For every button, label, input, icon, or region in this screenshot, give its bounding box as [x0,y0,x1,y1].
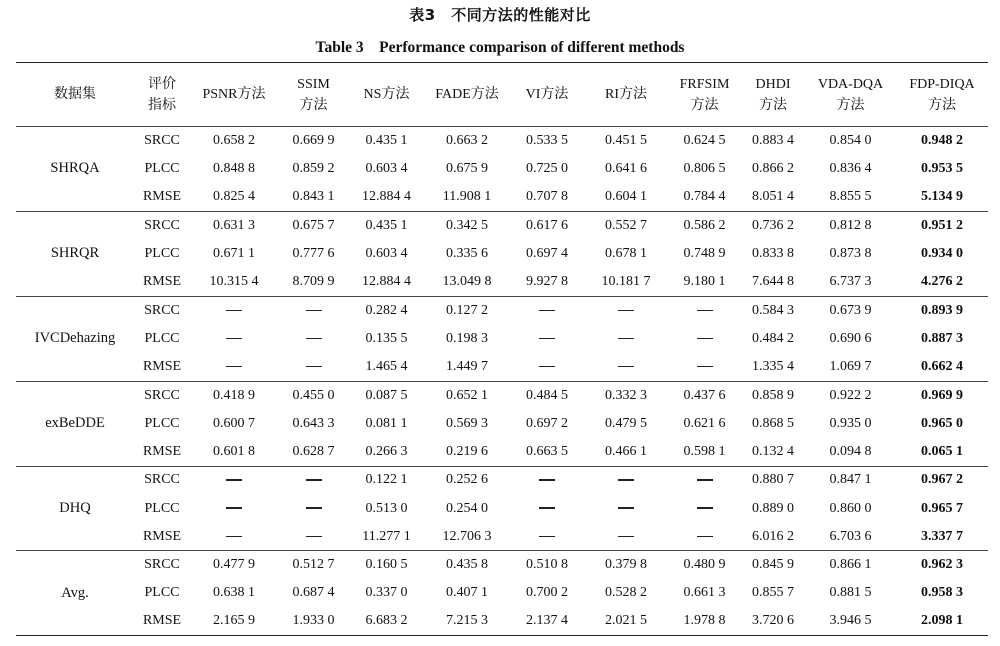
value-cell: 0.678 1 [605,245,647,261]
metric-name-cell: SRCC [134,211,190,239]
best-value-cell: 0.958 3 [921,585,963,601]
dataset-name-cell: SHRQR [16,211,134,296]
dash-mark [697,536,713,538]
value-cell: 0.127 2 [424,296,510,324]
value-cell: 0.675 9 [446,160,488,176]
value-cell: 0.641 6 [605,160,647,176]
value-cell: 0.935 0 [829,415,872,431]
value-cell: 0.880 7 [741,466,805,494]
dash-mark [306,536,322,538]
value-cell: 0.219 6 [446,443,488,459]
header-frfsim: FRFSIM 方法 [668,63,741,127]
dash-mark [539,479,555,481]
table-caption-english: Table 3 Performance comparison of different methods [315,39,685,56]
value-cell: 0.889 0 [752,500,794,516]
best-value-cell: 3.337 7 [921,528,963,544]
header-fade: FADE方法 [424,63,510,127]
value-cell: 0.833 8 [752,245,794,261]
best-value-cell: 0.893 9 [896,296,988,324]
dash-mark [697,366,713,368]
best-value-cell: 5.134 9 [921,188,963,204]
value-cell: 0.160 5 [349,551,424,579]
value-cell: 0.533 5 [526,132,568,148]
not-available-cell [510,325,584,353]
value-cell: 0.777 6 [292,245,335,261]
table-row [16,296,988,324]
value-cell: 0.697 2 [526,415,568,431]
value-cell: 0.603 4 [365,245,408,261]
dash-mark [306,507,322,509]
value-cell: 0.087 5 [349,381,424,409]
value-cell: 0.866 2 [752,160,794,176]
not-available-cell [278,353,349,381]
value-cell: 0.628 7 [292,443,335,459]
value-cell: 0.342 5 [424,211,510,239]
not-available-cell [510,466,584,494]
best-value-cell: 0.953 5 [921,160,963,176]
value-cell: 0.687 4 [292,585,335,601]
table-row [16,325,988,353]
dash-mark [226,310,242,312]
value-cell: 0.601 8 [213,443,255,459]
header-psnr: PSNR方法 [190,63,278,127]
header-dataset: 数据集 [16,63,134,127]
not-available-cell [190,296,278,324]
value-cell: 0.418 9 [190,381,278,409]
value-cell: 0.617 6 [510,211,584,239]
value-cell: 7.644 8 [752,273,794,289]
not-available-cell [278,494,349,522]
best-value-cell: 0.969 9 [896,381,988,409]
value-cell: 0.621 6 [683,415,726,431]
dash-mark [226,507,242,509]
value-cell: 12.884 4 [362,188,411,204]
not-available-cell [190,523,278,551]
not-available-cell [584,494,668,522]
value-cell: 0.922 2 [805,381,896,409]
table-row [16,353,988,381]
value-cell: 11.908 1 [442,188,492,204]
metric-name-cell: RMSE [142,528,182,544]
metric-name-cell: SRCC [134,551,190,579]
not-available-cell [190,325,278,353]
dash-mark [697,507,713,509]
not-available-cell [668,296,741,324]
metric-name-cell: RMSE [142,188,182,204]
not-available-cell [668,325,741,353]
table-row [16,494,988,522]
dash-mark [306,338,322,340]
value-cell: 0.598 1 [683,443,726,459]
table-row [16,211,988,239]
table-row [16,155,988,183]
not-available-cell [278,523,349,551]
table-body [16,127,988,636]
dataset-name-cell: SHRQA [50,160,100,177]
dash-mark [226,338,242,340]
not-available-cell [584,523,668,551]
value-cell: 0.466 1 [605,443,647,459]
value-cell: 0.584 3 [741,296,805,324]
value-cell: 0.673 9 [805,296,896,324]
dash-mark [539,366,555,368]
table-row [16,466,988,494]
value-cell: 0.836 4 [829,160,872,176]
table-row [16,551,988,579]
metric-name-cell: PLCC [144,245,180,261]
best-value-cell: 0.934 0 [921,245,963,261]
value-cell: 0.812 8 [805,211,896,239]
table-row [16,523,988,551]
value-cell: 0.843 1 [292,188,335,204]
value-cell: 0.337 0 [365,585,408,601]
value-cell: 0.825 4 [213,188,255,204]
value-cell: 0.806 5 [683,160,726,176]
metric-name-cell: RMSE [142,443,182,459]
best-value-cell: 2.098 1 [921,613,963,629]
performance-table-container [16,62,988,636]
best-value-cell: 0.948 2 [921,132,963,148]
dash-mark [306,366,322,368]
not-available-cell [584,466,668,494]
value-cell: 0.379 8 [584,551,668,579]
value-cell: 3.720 6 [752,613,794,629]
value-cell: 0.435 1 [365,132,408,148]
value-cell: 0.282 4 [349,296,424,324]
header-fdp-diqa: FDP-DIQA 方法 [896,63,988,127]
value-cell: 0.700 2 [526,585,568,601]
not-available-cell [278,466,349,494]
value-cell: 0.858 9 [741,381,805,409]
not-available-cell [584,353,668,381]
value-cell: 0.552 7 [584,211,668,239]
dash-mark [697,479,713,481]
not-available-cell [584,296,668,324]
value-cell: 0.638 1 [213,585,255,601]
value-cell: 0.675 7 [278,211,349,239]
value-cell: 0.335 6 [446,245,488,261]
table-row [16,183,988,211]
metric-name-cell: PLCC [144,415,180,431]
value-cell: 0.624 5 [683,132,726,148]
best-value-cell: 0.965 0 [921,415,963,431]
value-cell: 0.435 8 [424,551,510,579]
value-cell: 0.748 9 [683,245,726,261]
dash-mark [306,479,322,481]
table-row [16,438,988,466]
not-available-cell [278,325,349,353]
value-cell: 0.671 1 [213,245,255,261]
header-ns: NS方法 [349,63,424,127]
value-cell: 0.868 5 [752,415,794,431]
value-cell: 0.510 8 [510,551,584,579]
value-cell: 0.407 1 [446,585,488,601]
value-cell: 0.848 8 [213,160,255,176]
value-cell: 0.658 2 [213,132,255,148]
table-row [16,268,988,296]
metric-name-cell: SRCC [134,381,190,409]
table-row [16,381,988,409]
dash-mark [539,310,555,312]
best-value-cell: 0.662 4 [921,358,963,374]
not-available-cell [190,494,278,522]
best-value-cell: 0.965 7 [921,500,963,516]
value-cell: 0.883 4 [752,132,794,148]
value-cell: 1.335 4 [752,358,794,374]
dash-mark [539,338,555,340]
value-cell: 0.697 4 [526,245,568,261]
value-cell: 0.854 0 [829,132,872,148]
metric-name-cell: SRCC [134,466,190,494]
value-cell: 8.855 5 [829,188,872,204]
not-available-cell [510,523,584,551]
best-value-cell: 0.951 2 [896,211,988,239]
best-value-cell: 0.065 1 [921,443,963,459]
dash-mark [697,310,713,312]
value-cell: 0.600 7 [213,415,255,431]
value-cell: 12.706 3 [442,528,492,544]
value-cell: 0.569 3 [446,415,488,431]
metric-name-cell: PLCC [144,585,180,601]
value-cell: 0.603 4 [365,160,408,176]
value-cell: 0.135 5 [365,330,408,346]
value-cell: 0.784 4 [683,188,726,204]
value-cell: 7.215 3 [446,613,488,629]
best-value-cell: 4.276 2 [921,273,963,289]
value-cell: 8.051 4 [752,188,794,204]
value-cell: 0.480 9 [668,551,741,579]
value-cell: 0.736 2 [741,211,805,239]
best-value-cell: 0.887 3 [921,330,963,346]
value-cell: 0.479 5 [605,415,647,431]
value-cell: 0.663 5 [526,443,568,459]
table-header-row [16,63,988,127]
metric-name-cell: RMSE [142,273,182,289]
value-cell: 0.847 1 [805,466,896,494]
header-metric: 评价 指标 [134,63,190,127]
header-ssim: SSIM 方法 [278,63,349,127]
value-cell: 0.484 5 [510,381,584,409]
value-cell: 6.683 2 [365,613,408,629]
value-cell: 0.586 2 [668,211,741,239]
value-cell: 12.884 4 [362,273,411,289]
table-row [16,127,988,155]
value-cell: 0.435 1 [349,211,424,239]
header-ri: RI方法 [584,63,668,127]
value-cell: 0.252 6 [424,466,510,494]
header-vi: VI方法 [510,63,584,127]
value-cell: 0.881 5 [829,585,872,601]
dataset-name-cell: DHQ [16,466,134,551]
dash-mark [226,536,242,538]
value-cell: 8.709 9 [292,273,335,289]
table-row [16,608,988,636]
value-cell: 1.465 4 [365,358,408,374]
value-cell: 0.484 2 [752,330,794,346]
value-cell: 1.069 7 [829,358,872,374]
value-cell: 0.873 8 [829,245,872,261]
not-available-cell [278,296,349,324]
not-available-cell [190,466,278,494]
header-dhdi: DHDI 方法 [741,63,805,127]
value-cell: 3.946 5 [829,613,872,629]
not-available-cell [668,494,741,522]
not-available-cell [510,494,584,522]
value-cell: 0.860 0 [829,500,872,516]
metric-name-cell: PLCC [144,160,180,176]
value-cell: 0.198 3 [446,330,488,346]
not-available-cell [584,325,668,353]
metric-name-cell: SRCC [144,132,180,148]
dash-mark [618,479,634,481]
value-cell: 2.137 4 [526,613,568,629]
not-available-cell [510,353,584,381]
value-cell: 0.477 9 [190,551,278,579]
value-cell: 0.707 8 [526,188,568,204]
dash-mark [539,507,555,509]
metric-name-cell: SRCC [134,296,190,324]
value-cell: 0.663 2 [446,132,488,148]
value-cell: 0.859 2 [292,160,335,176]
value-cell: 0.669 9 [292,132,335,148]
not-available-cell [668,353,741,381]
value-cell: 2.021 5 [605,613,647,629]
table-row [16,240,988,268]
not-available-cell [668,523,741,551]
value-cell: 0.437 6 [668,381,741,409]
metric-name-cell: RMSE [142,613,182,629]
value-cell: 0.604 1 [605,188,647,204]
value-cell: 6.703 6 [829,528,872,544]
metric-name-cell: PLCC [144,500,180,516]
header-vda-dqa: VDA-DQA 方法 [805,63,896,127]
value-cell: 0.528 2 [605,585,647,601]
metric-name-cell: PLCC [144,330,180,346]
dataset-name-cell: exBeDDE [16,381,134,466]
value-cell: 0.081 1 [365,415,408,431]
value-cell: 0.690 6 [829,330,872,346]
value-cell: 0.643 3 [292,415,335,431]
value-cell: 0.266 3 [365,443,408,459]
value-cell: 0.631 3 [190,211,278,239]
value-cell: 0.094 8 [829,443,872,459]
table-row [16,579,988,607]
value-cell: 0.845 9 [741,551,805,579]
value-cell: 0.132 4 [752,443,794,459]
best-value-cell: 0.967 2 [896,466,988,494]
value-cell: 1.449 7 [446,358,488,374]
dash-mark [697,338,713,340]
value-cell: 0.254 0 [446,500,488,516]
value-cell: 11.277 1 [362,528,411,544]
not-available-cell [668,466,741,494]
dash-mark [306,310,322,312]
value-cell: 0.652 1 [424,381,510,409]
dash-mark [226,479,242,481]
dash-mark [618,507,634,509]
not-available-cell [510,296,584,324]
table-row [16,409,988,437]
value-cell: 10.181 7 [601,273,651,289]
metric-name-cell: RMSE [142,358,182,374]
dash-mark [618,310,634,312]
dash-mark [618,338,634,340]
dataset-name-cell: IVCDehazing [16,296,134,381]
best-value-cell: 0.962 3 [896,551,988,579]
value-cell: 0.725 0 [526,160,568,176]
value-cell: 2.165 9 [213,613,255,629]
value-cell: 6.737 3 [829,273,872,289]
value-cell: 0.451 5 [605,132,647,148]
dash-mark [539,536,555,538]
not-available-cell [190,353,278,381]
value-cell: 0.122 1 [349,466,424,494]
value-cell: 0.855 7 [752,585,794,601]
value-cell: 1.933 0 [292,613,335,629]
value-cell: 0.513 0 [365,500,408,516]
value-cell: 0.455 0 [278,381,349,409]
value-cell: 0.512 7 [278,551,349,579]
value-cell: 6.016 2 [752,528,794,544]
dash-mark [226,366,242,368]
value-cell: 13.049 8 [442,273,492,289]
value-cell: 1.978 8 [683,613,726,629]
performance-table [16,62,988,636]
value-cell: 9.927 8 [526,273,568,289]
value-cell: 10.315 4 [209,273,259,289]
dash-mark [618,536,634,538]
table-caption-chinese: 表3 不同方法的性能对比 [409,6,591,24]
value-cell: 0.332 3 [584,381,668,409]
value-cell: 0.866 1 [805,551,896,579]
dataset-name-cell: Avg. [16,551,134,636]
value-cell: 0.661 3 [683,585,726,601]
value-cell: 9.180 1 [683,273,726,289]
dash-mark [618,366,634,368]
